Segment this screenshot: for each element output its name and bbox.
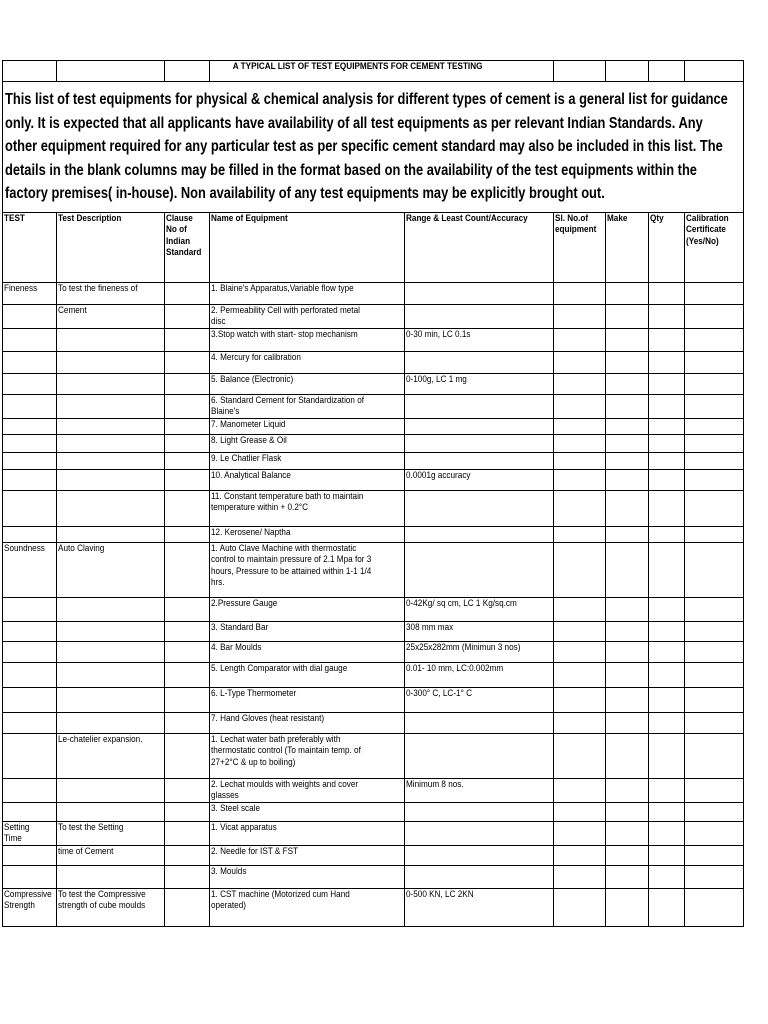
calibration-cell [685,821,744,845]
test-cell [3,394,57,418]
calibration-cell [685,542,744,597]
range-cell [405,304,554,328]
qty-cell [649,542,685,597]
make-cell [606,526,649,542]
test-cell [3,452,57,469]
qty-cell [649,394,685,418]
qty-cell [649,351,685,373]
slno-cell [554,373,606,394]
range-cell: 0-100g, LC 1 mg [405,373,554,394]
slno-cell [554,434,606,452]
range-cell [405,394,554,418]
calibration-cell [685,621,744,641]
test-cell: Soundness [3,542,57,597]
table-row [3,469,744,490]
qty-cell [649,802,685,821]
clause-cell [165,687,210,712]
qty-cell [649,434,685,452]
calibration-cell [685,452,744,469]
range-cell: 0-300° C, LC-1° C [405,687,554,712]
equipment-cell: 3. Moulds [210,865,405,888]
slno-cell [554,888,606,926]
header-slno: Sl. No.of equipment [554,212,606,282]
slno-cell [554,351,606,373]
equipment-cell: 9. Le Chatlier Flask [210,452,405,469]
calibration-cell [685,469,744,490]
clause-cell [165,597,210,621]
header-description: Test Description [57,212,165,282]
clause-cell [165,865,210,888]
clause-cell [165,434,210,452]
make-cell [606,821,649,845]
slno-cell [554,394,606,418]
clause-cell [165,712,210,733]
make-cell [606,641,649,662]
title-row [3,61,744,82]
table-row [3,865,744,888]
equipment-cell: 2.Pressure Gauge [210,597,405,621]
header-row [3,212,744,282]
header-make: Make [606,212,649,282]
make-cell [606,542,649,597]
equipment-cell: 8. Light Grease & Oil [210,434,405,452]
calibration-cell [685,328,744,351]
description-cell [57,434,165,452]
header-range: Range & Least Count/Accuracy [405,212,554,282]
calibration-cell [685,733,744,778]
range-cell: 0.0001g accuracy [405,469,554,490]
equipment-cell: 2. Lechat moulds with weights and cover glasses [210,778,405,802]
table-row [3,418,744,434]
qty-cell [649,641,685,662]
qty-cell [649,712,685,733]
qty-cell [649,621,685,641]
table-row [3,328,744,351]
test-cell [3,802,57,821]
slno-cell [554,469,606,490]
test-cell [3,597,57,621]
clause-cell [165,490,210,526]
make-cell [606,865,649,888]
table-row [3,304,744,328]
test-cell [3,662,57,687]
table-row [3,597,744,621]
clause-cell [165,542,210,597]
range-cell: 0-500 KN, LC 2KN [405,888,554,926]
clause-cell [165,351,210,373]
table-row [3,621,744,641]
make-cell [606,490,649,526]
slno-cell [554,621,606,641]
description-cell: Cement [57,304,165,328]
calibration-cell [685,641,744,662]
make-cell [606,282,649,304]
range-cell [405,733,554,778]
intro-paragraph: This list of test equipments for physical & chemical analysis for different types of cement is a general list for guidance only. It is expected that all applicants have availability of all test equipments as per relevant Indian Standards. Any other equipment required for any particular test as per specific cement standard may also be included in this list. The details in the blank columns may be filled in the format based on the availability of the test equipments within the factory premises( in-house). Non availability of any test equipments may be explicitly brought out. [3,82,744,213]
calibration-cell [685,865,744,888]
header-calibration: Calibration Certificate (Yes/No) [685,212,744,282]
qty-cell [649,888,685,926]
range-cell: 0-42Kg/ sq cm, LC 1 Kg/sq.cm [405,597,554,621]
description-cell [57,490,165,526]
intro-row [3,82,744,213]
clause-cell [165,733,210,778]
description-cell [57,328,165,351]
description-cell [57,662,165,687]
table-row [3,821,744,845]
table-row [3,802,744,821]
make-cell [606,469,649,490]
qty-cell [649,328,685,351]
range-cell [405,490,554,526]
equipment-cell: 4. Mercury for calibration [210,351,405,373]
table-row [3,490,744,526]
description-cell: To test the Setting [57,821,165,845]
header-test: TEST [3,212,57,282]
header-equipment: Name of Equipment [210,212,405,282]
description-cell [57,452,165,469]
header-qty: Qty [649,212,685,282]
make-cell [606,712,649,733]
slno-cell [554,821,606,845]
slno-cell [554,712,606,733]
equipment-cell: 11. Constant temperature bath to maintain temperature within + 0.2°C [210,490,405,526]
slno-cell [554,418,606,434]
range-cell [405,865,554,888]
test-cell: Compressive Strength [3,888,57,926]
make-cell [606,778,649,802]
table-row [3,845,744,865]
table-row [3,526,744,542]
table-row [3,452,744,469]
slno-cell [554,641,606,662]
description-cell [57,373,165,394]
qty-cell [649,597,685,621]
test-cell [3,712,57,733]
test-cell [3,641,57,662]
clause-cell [165,778,210,802]
clause-cell [165,469,210,490]
table-row [3,888,744,926]
equipment-cell: 7. Hand Gloves (heat resistant) [210,712,405,733]
calibration-cell [685,802,744,821]
range-cell: 0-30 min, LC 0.1s [405,328,554,351]
clause-cell [165,304,210,328]
calibration-cell [685,526,744,542]
table-row [3,662,744,687]
make-cell [606,687,649,712]
test-cell [3,304,57,328]
description-cell [57,687,165,712]
clause-cell [165,888,210,926]
calibration-cell [685,712,744,733]
table-row [3,542,744,597]
make-cell [606,621,649,641]
slno-cell [554,687,606,712]
make-cell [606,733,649,778]
range-cell [405,542,554,597]
slno-cell [554,304,606,328]
range-cell [405,845,554,865]
calibration-cell [685,687,744,712]
slno-cell [554,845,606,865]
clause-cell [165,526,210,542]
test-cell [3,469,57,490]
make-cell [606,452,649,469]
make-cell [606,328,649,351]
equipment-cell: 2. Needle for IST & FST [210,845,405,865]
qty-cell [649,662,685,687]
description-cell: Le-chatelier expansion. [57,733,165,778]
test-cell: Fineness [3,282,57,304]
qty-cell [649,304,685,328]
table-row [3,351,744,373]
make-cell [606,351,649,373]
range-cell [405,452,554,469]
equipment-cell: 4. Bar Moulds [210,641,405,662]
header-clause: Clause No of Indian Standard [165,212,210,282]
clause-cell [165,845,210,865]
equipment-cell: 6. Standard Cement for Standardization of Blaine's [210,394,405,418]
qty-cell [649,282,685,304]
qty-cell [649,845,685,865]
calibration-cell [685,418,744,434]
equipment-cell: 7. Manometer Liquid [210,418,405,434]
description-cell [57,865,165,888]
calibration-cell [685,394,744,418]
description-cell: To test the Compressive strength of cube moulds [57,888,165,926]
test-cell [3,621,57,641]
clause-cell [165,328,210,351]
description-cell [57,351,165,373]
test-cell [3,373,57,394]
calibration-cell [685,490,744,526]
slno-cell [554,778,606,802]
clause-cell [165,662,210,687]
equipment-cell: 1. Lechat water bath preferably with thermostatic control (To maintain temp. of 27+2°C & up to boiling) [210,733,405,778]
table-row [3,373,744,394]
clause-cell [165,452,210,469]
clause-cell [165,821,210,845]
make-cell [606,845,649,865]
make-cell [606,888,649,926]
calibration-cell [685,597,744,621]
table-row [3,394,744,418]
equipment-cell: 3. Standard Bar [210,621,405,641]
make-cell [606,662,649,687]
description-cell [57,641,165,662]
make-cell [606,434,649,452]
qty-cell [649,526,685,542]
equipment-table [2,60,744,927]
table-row [3,641,744,662]
range-cell: Minimum 8 nos. [405,778,554,802]
equipment-cell: 10. Analytical Balance [210,469,405,490]
description-cell [57,712,165,733]
slno-cell [554,490,606,526]
equipment-cell: 1. Blaine's Apparatus,Variable flow type [210,282,405,304]
description-cell [57,469,165,490]
test-cell [3,845,57,865]
equipment-cell: 1. Vicat apparatus [210,821,405,845]
qty-cell [649,821,685,845]
test-cell [3,526,57,542]
description-cell [57,621,165,641]
qty-cell [649,687,685,712]
calibration-cell [685,351,744,373]
qty-cell [649,778,685,802]
clause-cell [165,621,210,641]
test-cell [3,328,57,351]
make-cell [606,418,649,434]
clause-cell [165,282,210,304]
qty-cell [649,469,685,490]
range-cell [405,526,554,542]
qty-cell [649,452,685,469]
make-cell [606,373,649,394]
qty-cell [649,490,685,526]
range-cell [405,821,554,845]
range-cell [405,434,554,452]
equipment-cell: 6. L-Type Thermometer [210,687,405,712]
slno-cell [554,282,606,304]
description-cell [57,526,165,542]
calibration-cell [685,434,744,452]
slno-cell [554,597,606,621]
make-cell [606,597,649,621]
table-row [3,778,744,802]
qty-cell [649,733,685,778]
test-cell [3,865,57,888]
make-cell [606,394,649,418]
range-cell [405,712,554,733]
equipment-cell: 3.Stop watch with start- stop mechanism [210,328,405,351]
description-cell: Auto Claving [57,542,165,597]
description-cell [57,597,165,621]
clause-cell [165,418,210,434]
clause-cell [165,394,210,418]
test-cell [3,490,57,526]
slno-cell [554,328,606,351]
table-row [3,733,744,778]
slno-cell [554,865,606,888]
description-cell [57,418,165,434]
table-row [3,434,744,452]
range-cell: 25x25x282mm (Minimun 3 nos) [405,641,554,662]
range-cell: 0.01- 10 mm, LC:0.002mm [405,662,554,687]
table-row [3,712,744,733]
qty-cell [649,373,685,394]
test-cell [3,351,57,373]
document-title: A TYPICAL LIST OF TEST EQUIPMENTS FOR CEMENT TESTING [210,61,554,82]
description-cell: To test the fineness of [57,282,165,304]
test-cell [3,778,57,802]
make-cell [606,304,649,328]
qty-cell [649,865,685,888]
description-cell [57,802,165,821]
equipment-cell: 12. Kerosene/ Naptha [210,526,405,542]
range-cell: 308 mm max [405,621,554,641]
equipment-cell: 5. Length Comparator with dial gauge [210,662,405,687]
clause-cell [165,641,210,662]
qty-cell [649,418,685,434]
range-cell [405,802,554,821]
clause-cell [165,802,210,821]
description-cell [57,394,165,418]
slno-cell [554,526,606,542]
equipment-cell: 5. Balance (Electronic) [210,373,405,394]
make-cell [606,802,649,821]
test-cell [3,434,57,452]
slno-cell [554,662,606,687]
range-cell [405,418,554,434]
equipment-cell: 1. CST machine (Motorized cum Hand operated) [210,888,405,926]
calibration-cell [685,373,744,394]
clause-cell [165,373,210,394]
slno-cell [554,733,606,778]
test-cell: Setting Time [3,821,57,845]
calibration-cell [685,662,744,687]
test-cell [3,418,57,434]
table-row [3,687,744,712]
calibration-cell [685,888,744,926]
equipment-cell: 2. Permeability Cell with perforated metal disc [210,304,405,328]
calibration-cell [685,304,744,328]
table-row [3,282,744,304]
calibration-cell [685,845,744,865]
test-cell [3,733,57,778]
test-cell [3,687,57,712]
slno-cell [554,452,606,469]
range-cell [405,282,554,304]
slno-cell [554,802,606,821]
range-cell [405,351,554,373]
calibration-cell [685,778,744,802]
slno-cell [554,542,606,597]
calibration-cell [685,282,744,304]
description-cell: time of Cement [57,845,165,865]
equipment-cell: 3. Steel scale [210,802,405,821]
description-cell [57,778,165,802]
equipment-cell: 1. Auto Clave Machine with thermostatic control to maintain pressure of 2.1 Mpa for 3 hours, Pressure to be attained within 1-1 1/4 hrs. [210,542,405,597]
